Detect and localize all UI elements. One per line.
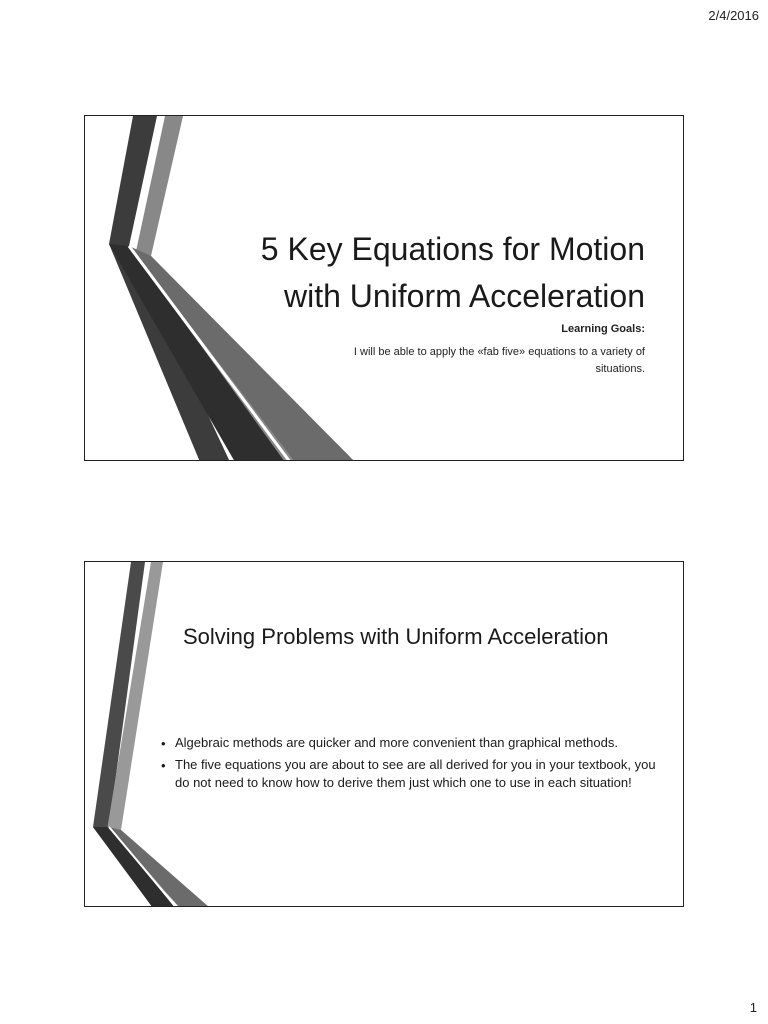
bullet-text: The five equations you are about to see are all derived for you in your textbook, you do not need to know how to derive them just which one to use in each situation! (175, 757, 656, 790)
bullet-list (159, 734, 659, 796)
learning-goals-text: I will be able to apply the «fab five» equations to a variety of situations. (353, 346, 645, 375)
slide-title (205, 226, 645, 320)
learning-goals-label: Learning Goals: (561, 323, 645, 335)
slide-title: Solving Problems with Uniform Acceleration (183, 624, 609, 649)
page-number: 1 (749, 1000, 757, 1015)
page-date: 2/4/2016 (708, 8, 759, 23)
bullet-text: Algebraic methods are quicker and more convenient than graphical methods. (175, 735, 618, 750)
bullet-icon: • (161, 758, 166, 773)
title-line-1: 5 Key Equations for Motion (260, 231, 645, 267)
slide-2 (84, 561, 684, 907)
list-item (159, 756, 659, 792)
list-item (159, 734, 659, 752)
slide-1 (84, 115, 684, 461)
bullet-icon: • (161, 736, 166, 751)
title-line-2: with Uniform Acceleration (283, 278, 645, 314)
